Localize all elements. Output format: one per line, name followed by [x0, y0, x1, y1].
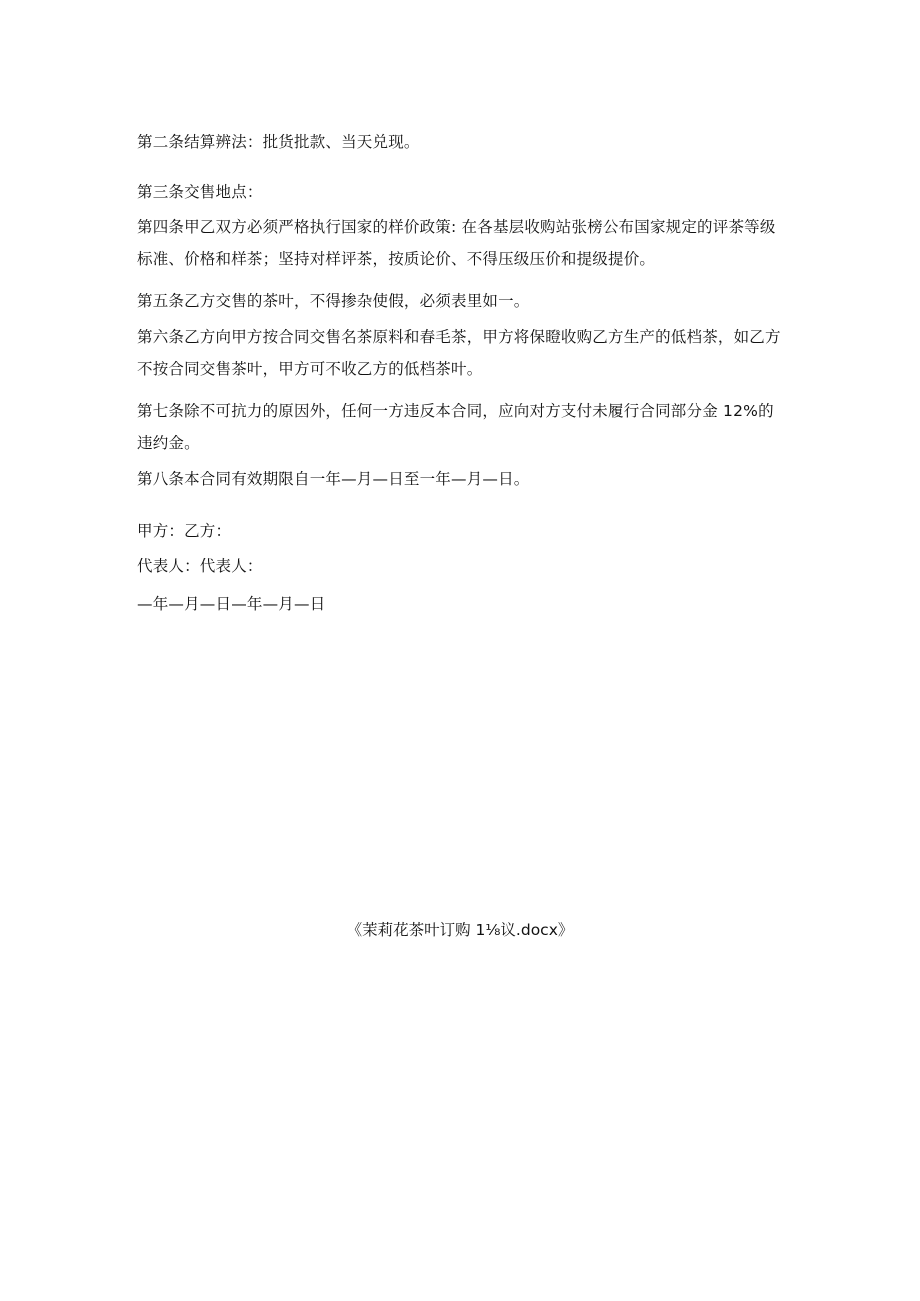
signature-representatives: 代表人：代表人： [137, 557, 263, 575]
clause-7: 第七条除不可抗力的原因外，任何一方违反本合同，应向对方支付未履行合同部分金 12%的违约金。 [137, 402, 774, 452]
document-filename-caption: 《茉莉花茶叶订购 1⅛议.docx》 [346, 921, 574, 939]
clause-2: 第二条结算辨法：批货批款、当天兑现。 [137, 133, 420, 151]
signature-dates: —年—月—日—年—月—日 [137, 595, 326, 613]
clause-3: 第三条交售地点： [137, 183, 263, 201]
clause-6: 第六条乙方向甲方按合同交售名茶原料和春毛茶，甲方将保瞪收购乙方生产的低档茶，如乙方不按合同交售茶叶，甲方可不收乙方的低档茶叶。 [137, 328, 781, 378]
clause-4: 第四条甲乙双方必须严格执行国家的样价政策: 在各基层收购站张榜公布国家规定的评茶等级标准、价格和样茶；坚持对样评茶，按质论价、不得压级压价和提级提价。 [137, 218, 776, 268]
clause-8: 第八条本合同有效期限自一年—月—日至一年—月—日。 [137, 470, 530, 488]
signature-parties: 甲方：乙方： [137, 522, 232, 540]
clause-5: 第五条乙方交售的茶叶，不得掺杂使假，必须表里如一。 [137, 292, 530, 310]
